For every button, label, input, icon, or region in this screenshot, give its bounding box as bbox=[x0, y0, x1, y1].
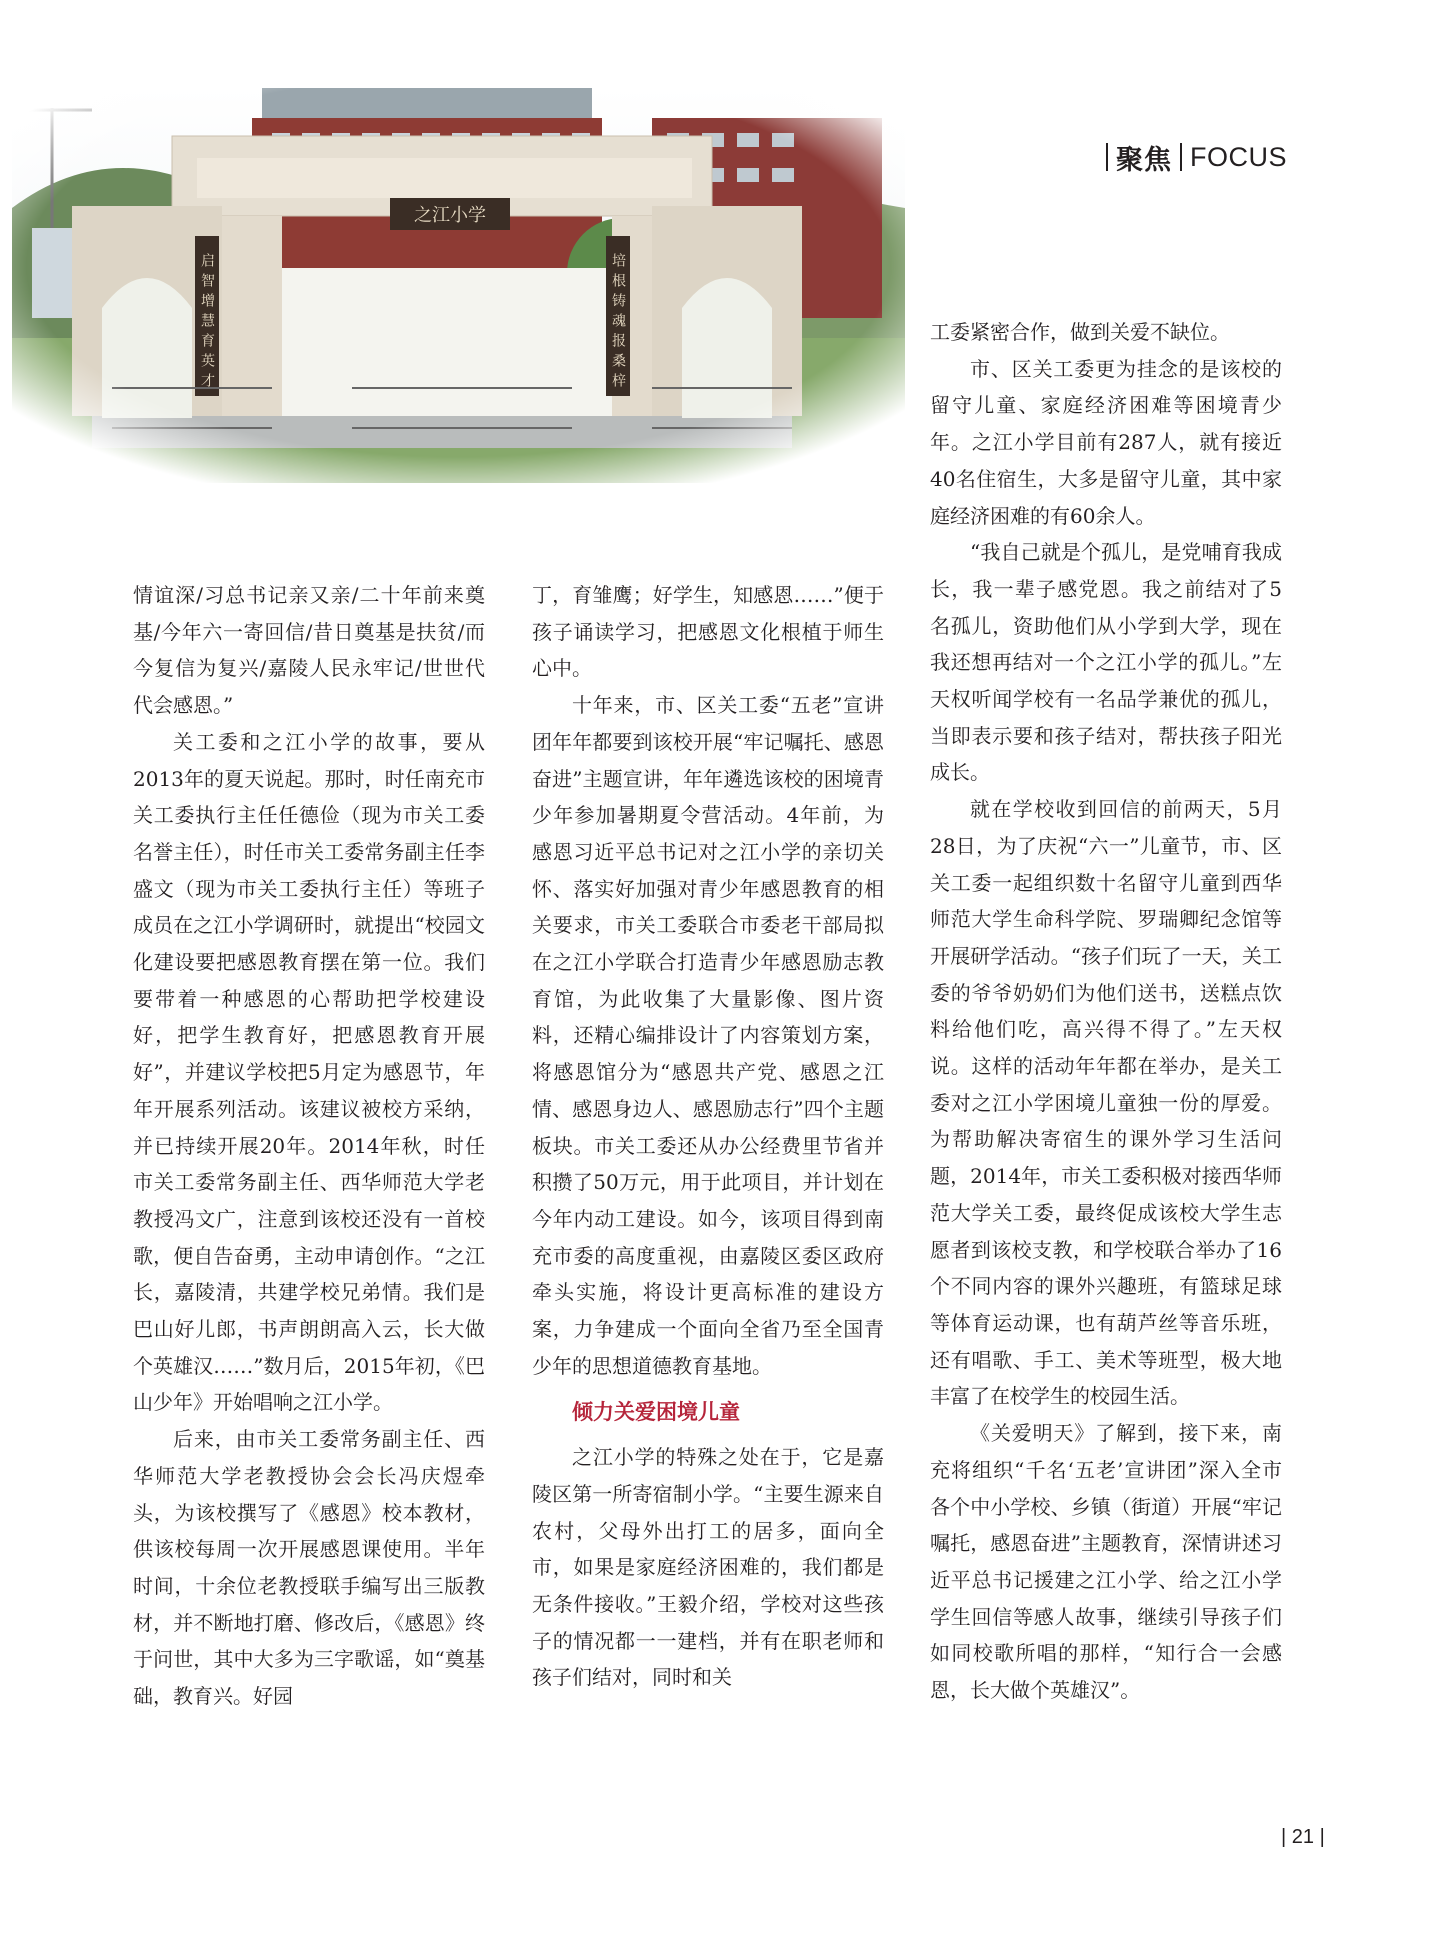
header-divider-left bbox=[1106, 143, 1108, 171]
paragraph: 丁，育雏鹰；好学生，知感恩……”便于孩子诵读学习，把感恩文化根植于师生心中。 bbox=[532, 583, 884, 681]
school-gate-illustration bbox=[12, 88, 905, 483]
paragraph: “我自己就是个孤儿，是党哺育我成长，我一辈子感党恩。我之前结对了5名孤儿，资助他们从小学到大学，现在我还想再结对一个之江小学的孤儿。”左天权听闻学校有一名品学兼优的孤儿，当即表示要和孩子结对，帮扶孩子阳光成长。 bbox=[930, 540, 1282, 785]
paragraph: 情谊深/习总书记亲又亲/二十年前来奠基/今年六一寄回信/昔日奠基是扶贫/而今复信为复兴/嘉陵人民永牢记/世世代代会感恩。” bbox=[133, 583, 485, 718]
paragraph: 就在学校收到回信的前两天，5月28日，为了庆祝“六一”儿童节，市、区关工委一起组织数十名留守儿童到西华师范大学生命科学院、罗瑞卿纪念馆等开展研学活动。“孩子们玩了一天，关工委的爷爷奶奶们为他们送书，送糕点饮料给他们吃，高兴得不得了。”左天权说。这样的活动年年都在举办，是关工委对之江小学困境儿童独一份的厚爱。为帮助解决寄宿生的课外学习生活问题，2014年，市关工委积极对接西华师范大学关工委，最终促成该校大学生志愿者到该校支教，和学校联合举办了16个不同内容的课外兴趣班，有篮球足球等体育运动课，也有葫芦丝等音乐班，还有唱歌、手工、美术等班型，极大地丰富了在校学生的校园生活。 bbox=[930, 797, 1282, 1409]
paragraph: 十年来，市、区关工委“五老”宣讲团年年都要到该校开展“牢记嘱托、感恩奋进”主题宣讲，年年遴选该校的困境青少年参加暑期夏令营活动。4年前，为感恩习近平总书记对之江小学的亲切关怀、落实好加强对青少年感恩教育的相关要求，市关工委联合市委老干部局拟在之江小学联合打造青少年感恩励志教育馆，为此收集了大量影像、图片资料，还精心编排设计了内容策划方案，将感恩馆分为“感恩共产党、感恩之江情、感恩身边人、感恩励志行”四个主题板块。市关工委还从办公经费里节省并积攒了50万元，用于此项目，并计划在今年内动工建设。如今，该项目得到南充市委的高度重视，由嘉陵区委区政府牵头实施，将设计更高标准的建设方案，力争建成一个面向全省乃至全国青少年的思想道德教育基地。 bbox=[532, 693, 884, 1378]
article-column-2 bbox=[532, 577, 884, 1696]
paragraph: 市、区关工委更为挂念的是该校的留守儿童、家庭经济困难等困境青少年。之江小学目前有287人，就有接近40名住宿生，大多是留守儿童，其中家庭经济困难的有60余人。 bbox=[930, 356, 1282, 528]
paragraph: 后来，由市关工委常务副主任、西华师范大学老教授协会会长冯庆煜牵头，为该校撰写了《感恩》校本教材，供该校每周一次开展感恩课使用。半年时间，十余位老教授联手编写出三版教材，并不断地打磨、修改后，《感恩》终于问世，其中大多为三字歌谣，如“奠基础，教育兴。好园 bbox=[133, 1427, 485, 1709]
paragraph: 工委紧密合作，做到关爱不缺位。 bbox=[930, 320, 1230, 344]
paragraph: 《关爱明天》了解到，接下来，南充将组织“千名‘五老’宣讲团”深入全市各个中小学校、乡镇（街道）开展“牢记嘱托，感恩奋进”主题教育，深情讲述习近平总书记援建之江小学、给之江小学学生回信等感人故事，继续引导孩子们如同校歌所唱的那样，“知行合一会感恩，长大做个英雄汉”。 bbox=[930, 1421, 1282, 1703]
section-subheading: 倾力关爱困境儿童 bbox=[572, 1400, 740, 1425]
paragraph: 之江小学的特殊之处在于，它是嘉陵区第一所寄宿制小学。“主要生源来自农村，父母外出打工的居多，面向全市，如果是家庭经济困难的，我们都是无条件接收。”王毅介绍，学校对这些孩子的情况都一一建档，并有在职老师和孩子们结对，同时和关 bbox=[532, 1445, 884, 1690]
school-gate-photo bbox=[12, 88, 905, 483]
article-column-1 bbox=[133, 577, 485, 1715]
section-header bbox=[1098, 141, 1287, 176]
paragraph: 关工委和之江小学的故事，要从2013年的夏天说起。那时，时任南充市关工委执行主任任德俭（现为市关工委名誉主任），时任市关工委常务副主任李盛文（现为市关工委执行主任）等班子成员在之江小学调研时，就提出“校园文化建设要把感恩教育摆在第一位。我们要带着一种感恩的心帮助把学校建设好，把学生教育好，把感恩教育开展好”，并建议学校把5月定为感恩节，年年开展系列活动。该建议被校方采纳，并已持续开展20年。2014年秋，时任市关工委常务副主任、西华师范大学老教授冯文广，注意到该校还没有一首校歌，便自告奋勇，主动申请创作。“之江长，嘉陵清，共建学校兄弟情。我们是巴山好儿郎，书声朗朗高入云，长大做个英雄汉……”数月后，2015年初，《巴山少年》开始唱响之江小学。 bbox=[133, 729, 485, 1415]
page-number-value: 21 bbox=[1291, 1826, 1315, 1848]
header-divider-right bbox=[1180, 143, 1182, 171]
article-column-3 bbox=[930, 314, 1282, 1709]
section-title-en: FOCUS bbox=[1190, 141, 1287, 172]
section-title-cn: 聚焦 bbox=[1116, 144, 1172, 176]
page-number: | 21 | bbox=[1281, 1826, 1325, 1848]
